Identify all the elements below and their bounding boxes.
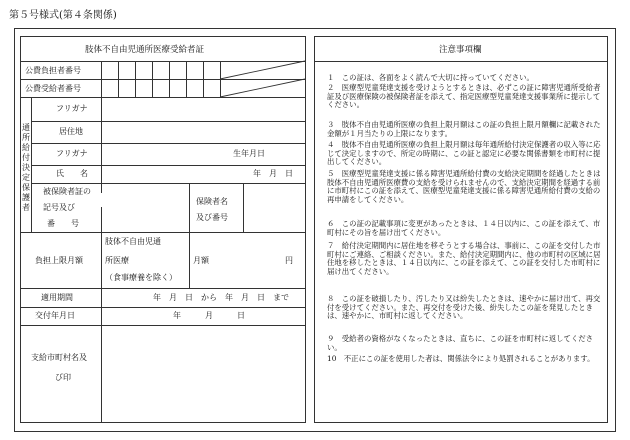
copay-desc-1: 肢体不自由児通	[105, 237, 161, 246]
note-item: ６ この証の記載事項に変更があったときは、１４日以内に、この証を添えて、市町村にその旨を届け出てください。	[327, 219, 601, 237]
rule	[101, 207, 102, 232]
rule	[189, 183, 190, 232]
recipient-number-label: 公費受給者番号	[25, 84, 81, 93]
insured-label-2: 記号及び	[43, 203, 75, 212]
rule	[31, 97, 32, 232]
note-item: ８ この証を破損したり、汚したり又は紛失したときは、速やかに届け出て、再交付を受けてください。また、再交付を受けた後、紛失したこの証を発見したときは、速やかに、市町村に返してください。	[327, 294, 601, 320]
furigana-label: フリガナ	[56, 104, 88, 113]
certificate-title: 肢体不自由児通所医療受給者証	[85, 45, 205, 55]
insurer-label-2: 及び番号	[196, 213, 228, 222]
insured-label-1: 被保険者証の	[43, 187, 91, 196]
rule	[21, 307, 305, 308]
rule	[101, 232, 102, 288]
rule	[21, 325, 305, 326]
municipality-label-2: び印	[55, 373, 71, 382]
rule	[31, 143, 305, 144]
yen-label: 円	[285, 256, 293, 265]
rule	[315, 61, 607, 62]
monthly-label: 月額	[193, 256, 209, 265]
issue-label: 交付年月日	[35, 311, 75, 320]
note-item: ４ 肢体不自由児通所医療の負担上限月額は毎年通所給付決定保護者の収入等に応じて決定しますので、所定の時期に、この証と認定に必要な関係書類を市町村に提出してください。	[327, 140, 601, 166]
note-item: 10 不正にこの証を使用した者は、関係法令により処罰されることがあります。	[327, 354, 595, 363]
rule	[21, 232, 305, 233]
address-label: 居住地	[59, 127, 83, 136]
rule	[101, 325, 102, 422]
notes-panel	[314, 36, 608, 423]
payer-number-label: 公費負担者番号	[25, 66, 81, 75]
copay-desc-3: （食事療養を除く）	[105, 273, 177, 282]
name-label: 氏 名	[56, 169, 88, 178]
birthdate-label: 生年月日	[233, 149, 265, 158]
rule	[31, 165, 305, 166]
birthdate-ymd: 年 月 日	[253, 169, 293, 178]
copay-desc-2: 所医療	[105, 256, 129, 265]
rule	[189, 232, 190, 288]
period-label: 適用期間	[41, 293, 73, 302]
note-item: ５ 医療型児童発達支援に係る障害児通所給付費の支給決定期間を経過したときは肢体不自由児通所医療費の支給を受けられませんので、支給決定期間を経過する前に市町村にこの証を添えて、医療型児童発達支援に係る障害児通所給付費の支給の再申請をしてください。	[327, 169, 601, 204]
rule	[243, 183, 244, 232]
rule	[101, 288, 102, 325]
insurer-label-1: 保険者名	[196, 197, 228, 206]
furigana-label-2: フリガナ	[56, 149, 88, 158]
rule	[101, 97, 102, 193]
form-caption: 第５号様式(第４条関係)	[9, 10, 117, 21]
insured-label-3: 番 号	[47, 219, 79, 228]
certificate-panel	[20, 36, 306, 423]
note-item: ３ 肢体不自由児通所医療の負担上限月額はこの証の負担上限月額欄に記載された金額が１月当たりの上限になります。	[327, 120, 601, 138]
issue-value: 年 月 日	[173, 311, 245, 320]
notes-title: 注意事項欄	[439, 45, 482, 55]
rule	[31, 183, 305, 184]
rule	[21, 288, 305, 289]
note-item: １ この証は、各面をよく読んで大切に持っていてください。	[327, 73, 534, 82]
period-value: 年 月 日 から 年 月 日 まで	[153, 293, 289, 302]
municipality-label-1: 支給市町村名及	[31, 353, 87, 362]
rule	[31, 121, 305, 122]
note-item: ７ 給付決定期間内に居住地を移そうとする場合は、事前に、この証を交付した市町村にご連絡、ご相談ください。また、給付決定期間内に、他の市町村の区域に居住地を移したときは、１４日以内に、この証を添えて、この証を交付した市町村に届け出てください。	[327, 241, 601, 276]
copay-limit-label: 負担上限月額	[35, 256, 83, 265]
note-item: ９ 受給者の資格がなくなったときは、直ちに、この証を市町村に返してください。	[327, 334, 594, 352]
guardian-side-label: 通所給付決定保護者	[22, 123, 30, 212]
note-item: ２ 医療型児童発達支援を受けようとするときは、必ずこの証に障害児通所受給者証及び医療保険の被保険者証を添えて、指定医療型児童発達支援事業所に提示してください。	[327, 83, 601, 109]
